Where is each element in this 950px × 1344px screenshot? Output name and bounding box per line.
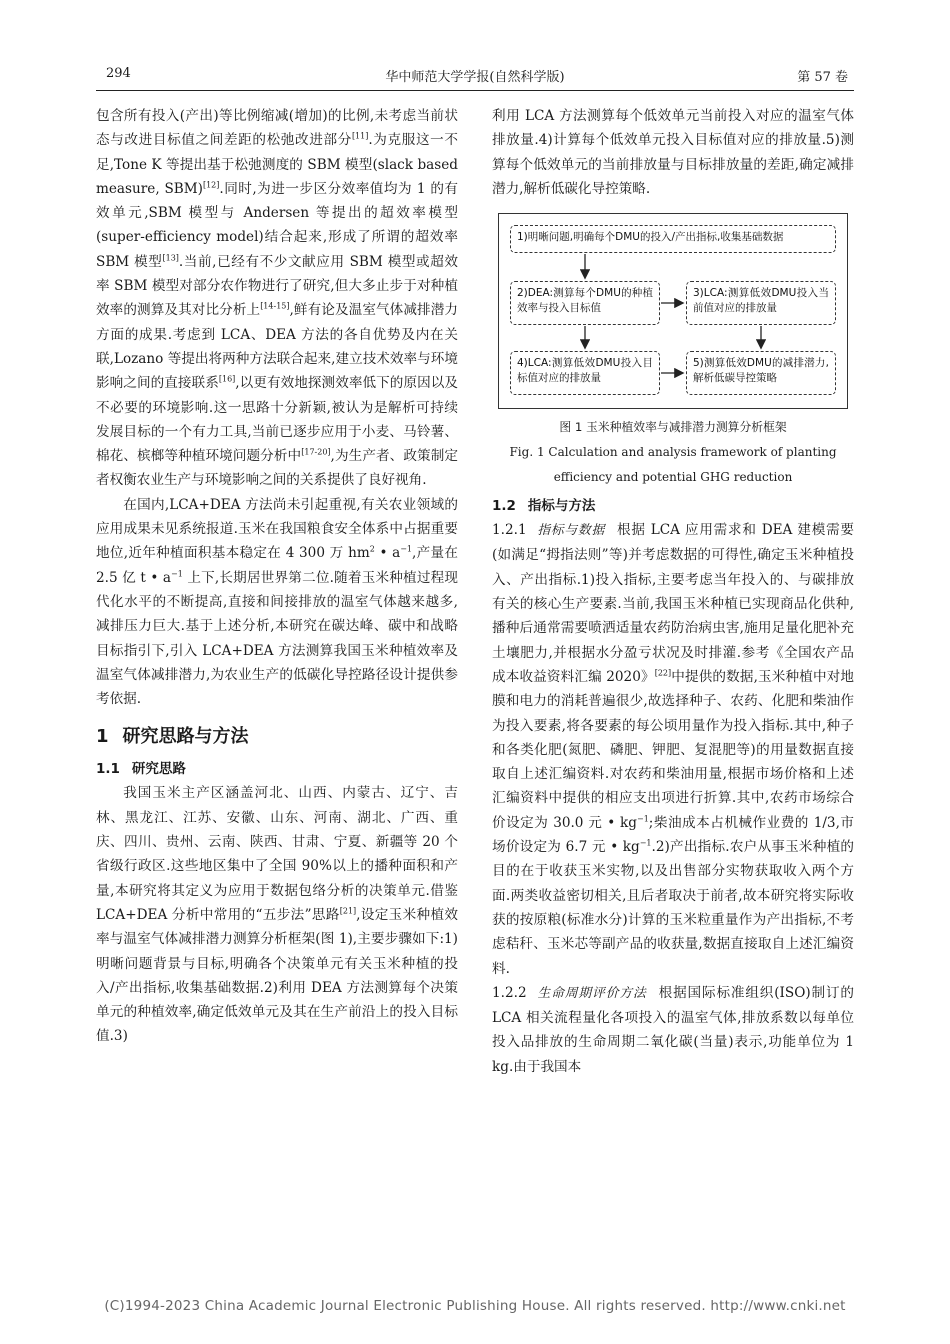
paragraph: 1.2.1 指标与数据 根据 LCA 应用需求和 DEA 建模需要(如满足“拇指法则”等)并考虑数据的可得性,确定玉米种植投入、产出指标.1)投入指标,主要考虑当年投入的、与碳排放有关的核心生产要素.当前,我国玉米种植已实现商品化供种,播种后通常需要喷洒适量农药防治病虫害,施用足量化肥补充土壤肥力,并根据水分盈亏状况及时排灌.参考《全国农产品成本收益资料汇编 2020》[22]中提供的数据,玉米种植中对地膜和电力的消耗普遍很少,故选择种子、农药、化肥和柴油作为投入要素,将各要素的每公顷用量作为投入指标.其中,种子和各类化肥(氮肥、磷肥、钾肥、复混肥等)的用量数据直接取自上述汇编资料.对农药和柴油用量,根据市场价格和上述汇编资料中提供的相应支出项进行折算.其中,农药市场综合价设定为 30.0 元 • $kg^{-1}$;柴油成本占机械作业费的 1/3,市场价设定为 6.7 元 • $kg^{-1}.2$)产出指标.农户从事玉米种植的目的在于收获玉米实物,以及出售部分实物获取收入两个方面.两类收益密切相关,且后者取决于前者,故本研究将实际收获的按原粮(标准水分)计算的玉米粒重量作为产出指标,不考虑秸秆、玉米芯等副产品的收获量,数据直接取自上述汇编资料.: [492, 522, 855, 977]
framework-figure: [492, 213, 854, 411]
subsection-heading: 1.2 指标与方法: [492, 498, 596, 515]
paragraph: 我国玉米主产区涵盖河北、山西、内蒙古、辽宁、吉林、黑龙江、江苏、安徽、山东、河南、湖北、广西、重庆、四川、贵州、云南、陕西、甘肃、宁夏、新疆等 20 个省级行政区.这些地区集中了全国 90%以上的播种面积和产量,本研究将其定义为应用于数据包络分析的决策单元.借鉴 LCA+DEA 分析中常用的“五步法”思路[21],设定玉米种植效率与温室气体减排潜力测算分析框架(图 1),主要步骤如下:1)明晰问题背景与目标,明确各个决策单元有关玉米种植的投入/产出指标,收集基础数据.2)利用 DEA 方法测算每个决策单元的种植效率,确定低效单元及其在生产前沿上的投入目标值.3): [96, 785, 458, 1045]
paragraph: 在国内,LCA+DEA 方法尚未引起重视,有关农业领域的应用成果未见系统报道.玉米在我国粮食安全体系中占据重要地位,近年种植面积基本稳定在 4 300 万 $hm^2$ • $a^{-1}$,产量在 2.5 亿 t • $a^{-1}$ 上下,长期居世界第二位.随着玉米种植过程现代化水平的不断提高,直接和间接排放的温室气体越来越多,减排压力巨大.基于上述分析,本研究在碳达峰、碳中和战略目标指引下,引入 LCA+DEA 方法测算我国玉米种植效率及温室气体减排潜力,为农业生产的低碳化导控路径设计提供参考依据.: [96, 496, 458, 708]
flow-arrows: [492, 213, 854, 411]
paragraph: 利用 LCA 方法测算每个低效单元当前投入对应的温室气体排放量.4)计算每个低效单元投入目标值对应的排放量.5)测算每个低效单元的当前排放量与目标排放量的差距,确定减排潜力,解析低碳化导控策略.: [492, 108, 854, 197]
section-heading: 1 研究思路与方法: [96, 726, 249, 748]
citation: [17-20]: [301, 447, 331, 457]
right-column: [492, 104, 854, 1079]
subsubsection-title: 生命周期评价方法: [536, 985, 647, 1001]
figure-caption-cn: 图 1 玉米种植效率与减排潜力测算分析框架: [559, 420, 787, 435]
page-number: 294: [106, 66, 131, 81]
step-5-box: 5)测算低效DMU的减排潜力,解析低碳导控策略: [686, 351, 836, 395]
figure-caption-en-line2: efficiency and potential GHG reduction: [553, 470, 793, 485]
subsection-heading: 1.1 研究思路: [96, 761, 186, 778]
step-3-box: 3)LCA:测算低效DMU投入当前值对应的排放量: [686, 281, 836, 325]
citation: [21]: [339, 906, 357, 916]
copyright-footer: (C)1994-2023 China Academic Journal Electronic Publishing House. All rights reserved. http://www.cnki.net: [104, 1298, 846, 1314]
citation: [12]: [202, 180, 220, 190]
left-column: [96, 104, 458, 1049]
header-rule: [96, 90, 854, 91]
step-4-box: 4)LCA:测算低效DMU投入目标值对应的排放量: [510, 351, 660, 395]
citation: [11]: [351, 131, 369, 141]
paragraph: 1.2.2 生命周期评价方法 根据国际标准组织(ISO)制订的 LCA 相关流程量化各项投入的温室气体,排放系数以每单位投入品排放的生命周期二氧化碳(当量)表示,功能单位为 1 kg.由于我国本: [492, 984, 855, 1075]
citation: [16]: [218, 374, 236, 384]
citation: [14-15]: [260, 301, 290, 311]
citation: [22]: [654, 668, 672, 678]
subsubsection-title: 指标与数据: [536, 523, 605, 539]
citation: [13]: [162, 253, 179, 263]
volume-label: 第 57 卷: [797, 70, 848, 85]
paragraph: 包含所有投入(产出)等比例缩减(增加)的比例,未考虑当前状态与改进目标值之间差距的松弛改进部分[11].为克服这一不足,Tone K 等提出基于松弛测度的 SBM 模型(slack based measure, SBM)[12].同时,为进一步区分效率值均为 1 的有效单元,SBM 模型与 Andersen 等提出的超效率模型(super-efficiency model)结合起来,形成了所谓的超效率 SBM 模型[13].当前,已经有不少文献应用 SBM 模型或超效率 SBM 模型对部分农作物进行了研究,但大多止步于对种植效率的测算及其对比分析上[14-15],鲜有论及温室气体减排潜力方面的成果.考虑到 LCA、DEA 方法的各自优势及内在关联,Lozano 等提出将两种方法联合起来,建立技术效率与环境影响之间的直接联系[16],以更有效地探测效率低下的原因以及不必要的环境影响.这一思路十分新颖,被认为是解析可持续发展目标的一个有力工具,当前已逐步应用于小麦、马铃薯、棉花、槟榔等种植环境问题分析中[17-20],为生产者、政策制定者权衡农业生产与环境影响之间的关系提供了良好视角.: [96, 108, 459, 489]
running-header: [96, 62, 854, 88]
step-2-box: 2)DEA:测算每个DMU的种植效率与投入目标值: [510, 281, 660, 325]
journal-title: 华中师范大学学报(自然科学版): [385, 70, 565, 85]
figure-caption-en: Fig. 1 Calculation and analysis framework of planting: [509, 445, 837, 460]
step-1-box: 1)明晰问题,明确每个DMU的投入/产出指标,收集基础数据: [510, 225, 836, 253]
